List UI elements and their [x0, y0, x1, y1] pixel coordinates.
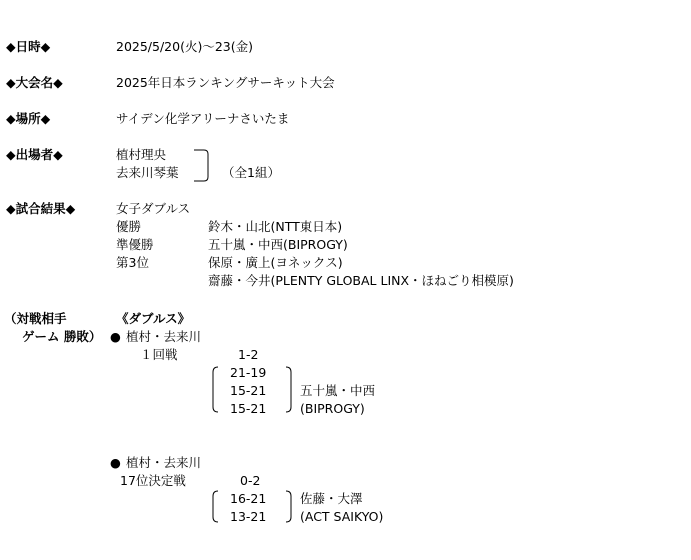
opponent-names: 五十嵐・中西	[300, 383, 376, 398]
date-label: ◆日時◆	[6, 39, 51, 54]
game-score: 15-21	[230, 383, 267, 398]
games-left-bracket	[210, 366, 220, 414]
date-value: 2025/5/20(火)～23(金)	[116, 39, 254, 54]
match-marker: ●	[110, 329, 121, 344]
results-category: 女子ダブルス	[116, 201, 191, 216]
match-round: １回戦	[140, 347, 178, 362]
game-score: 13-21	[230, 509, 267, 524]
game-score: 21-19	[230, 365, 267, 380]
placement-names: 鈴木・山北(NTT東日本)	[208, 219, 343, 234]
match-overall-score: 0-2	[240, 473, 261, 488]
placement-names: 齋藤・今井(PLENTY GLOBAL LINX・ほねごり相模原)	[208, 273, 514, 288]
match-pair: 植村・去来川	[126, 455, 202, 470]
event-value: 2025年日本ランキングサーキット大会	[116, 75, 335, 90]
placement-rank: 優勝	[116, 219, 142, 234]
games-right-bracket	[284, 366, 294, 414]
placement-rank: 準優勝	[116, 237, 154, 252]
matches-section-title: 《ダブルス》	[116, 311, 191, 326]
placement-names: 保原・廣上(ヨネックス)	[208, 255, 343, 270]
opponent-team: (ACT SAIKYO)	[300, 509, 384, 524]
venue-value: サイデン化学アリーナさいたま	[116, 111, 290, 126]
games-right-bracket	[284, 490, 294, 524]
placement-rank: 第3位	[116, 255, 149, 270]
results-label: ◆試合結果◆	[6, 201, 76, 216]
event-label: ◆大会名◆	[6, 75, 63, 90]
placement-names: 五十嵐・中西(BIPROGY)	[208, 237, 348, 252]
match-marker: ●	[110, 455, 121, 470]
entrants-bracket	[192, 149, 210, 183]
match-pair: 植村・去来川	[126, 329, 202, 344]
match-round: 17位決定戦	[120, 473, 186, 488]
game-score: 15-21	[230, 401, 267, 416]
entrant-player: 去来川琴葉	[116, 165, 179, 180]
matches-label-line2: ゲーム 勝敗）	[22, 329, 102, 344]
entrants-label: ◆出場者◆	[6, 147, 63, 162]
matches-label-line1: （対戦相手	[4, 311, 67, 326]
game-score: 16-21	[230, 491, 267, 506]
match-overall-score: 1-2	[238, 347, 259, 362]
entrant-player: 植村理央	[116, 147, 167, 162]
venue-label: ◆場所◆	[6, 111, 51, 126]
games-left-bracket	[210, 490, 220, 524]
opponent-team: (BIPROGY)	[300, 401, 365, 416]
group-note: （全1組）	[222, 165, 280, 180]
opponent-names: 佐藤・大澤	[300, 491, 363, 506]
